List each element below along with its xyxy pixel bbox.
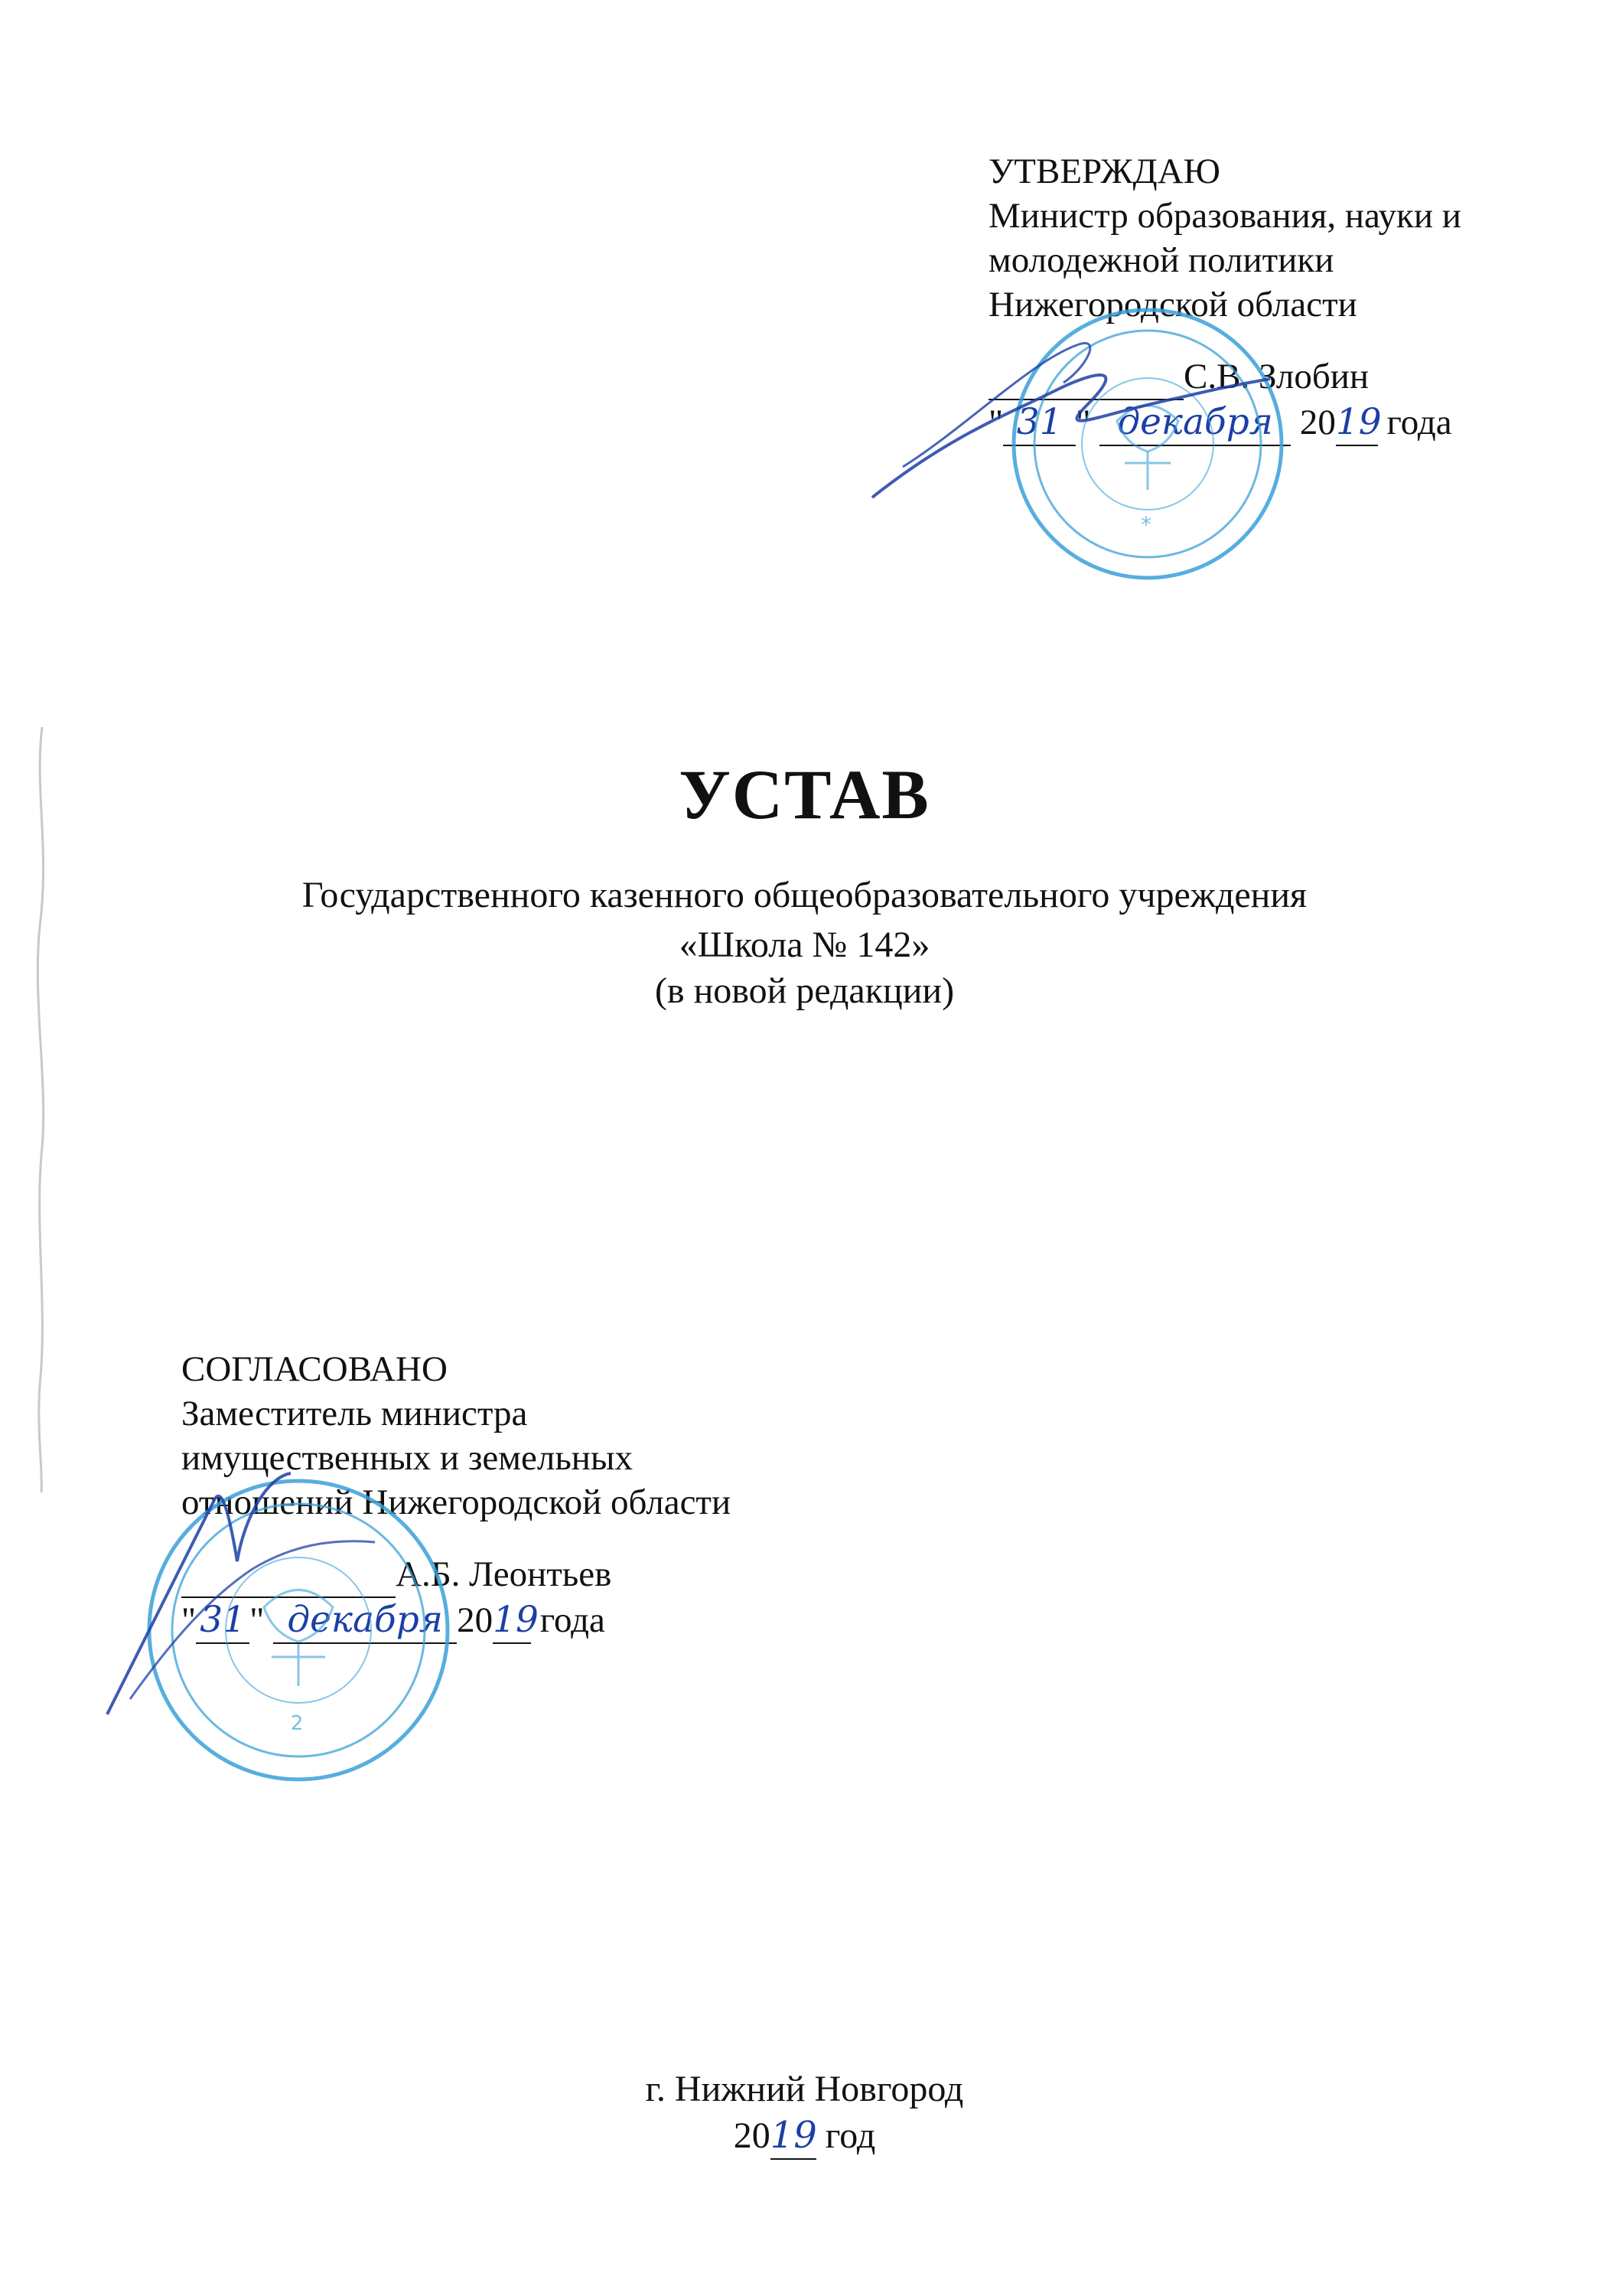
approval-line-3: Нижегородской области — [989, 285, 1357, 325]
agreement-month: декабря — [273, 1598, 457, 1644]
approval-signer: С.В. Злобин — [1184, 357, 1370, 396]
approval-heading: УТВЕРЖДАЮ — [989, 152, 1220, 191]
approval-stamp-seal — [857, 298, 1285, 589]
subtitle-line-1: Государственного казенного общеобразовательного учреждения — [301, 875, 1308, 915]
agreement-year-suffix: 19 — [493, 1598, 531, 1644]
agreement-line-1: Заместитель министра — [181, 1394, 528, 1433]
svg-text:2: 2 — [290, 1712, 304, 1735]
footer-year-suffix: 19 — [770, 2112, 816, 2160]
footer-city: г. Нижний Новгород — [645, 2069, 964, 2109]
footer-year-prefix: 20 — [733, 2115, 770, 2156]
agreement-day: 31 — [196, 1598, 249, 1644]
footer-year-line — [0, 2112, 1609, 2160]
agreement-line-2: имущественных и земельных — [181, 1438, 633, 1478]
svg-text:*: * — [1141, 512, 1151, 537]
agreement-line-3: отношений Нижегородской области — [181, 1482, 731, 1522]
approval-line-1: Министр образования, науки и — [989, 196, 1461, 236]
approval-year-prefix: 20 — [1299, 403, 1336, 442]
agreement-year-prefix: 20 — [457, 1600, 493, 1640]
approval-year-word: года — [1386, 403, 1452, 442]
approval-year-suffix: 19 — [1336, 400, 1378, 446]
approval-line-2: молодежной политики — [989, 240, 1334, 280]
page-edge-marks — [31, 727, 54, 1492]
approval-month: декабря — [1099, 400, 1291, 446]
agreement-date-line: " 31 " декабря 2019 года — [181, 1598, 731, 1644]
approval-date-line: " 31 " декабря 2019 года — [989, 400, 1461, 446]
approval-day: 31 — [1003, 400, 1076, 446]
agreement-heading: СОГЛАСОВАНО — [181, 1349, 448, 1389]
agreement-stamp-seal — [99, 1469, 497, 1791]
subtitle-line-2: «Школа № 142» — [679, 925, 930, 965]
footer-year-word: год — [825, 2115, 876, 2156]
subtitle-line-3: (в новой редакции) — [654, 970, 955, 1011]
agreement-year-word: года — [539, 1600, 605, 1640]
document-title: УСТАВ — [679, 755, 930, 833]
agreement-signer: А.Б. Леонтьев — [396, 1554, 612, 1594]
